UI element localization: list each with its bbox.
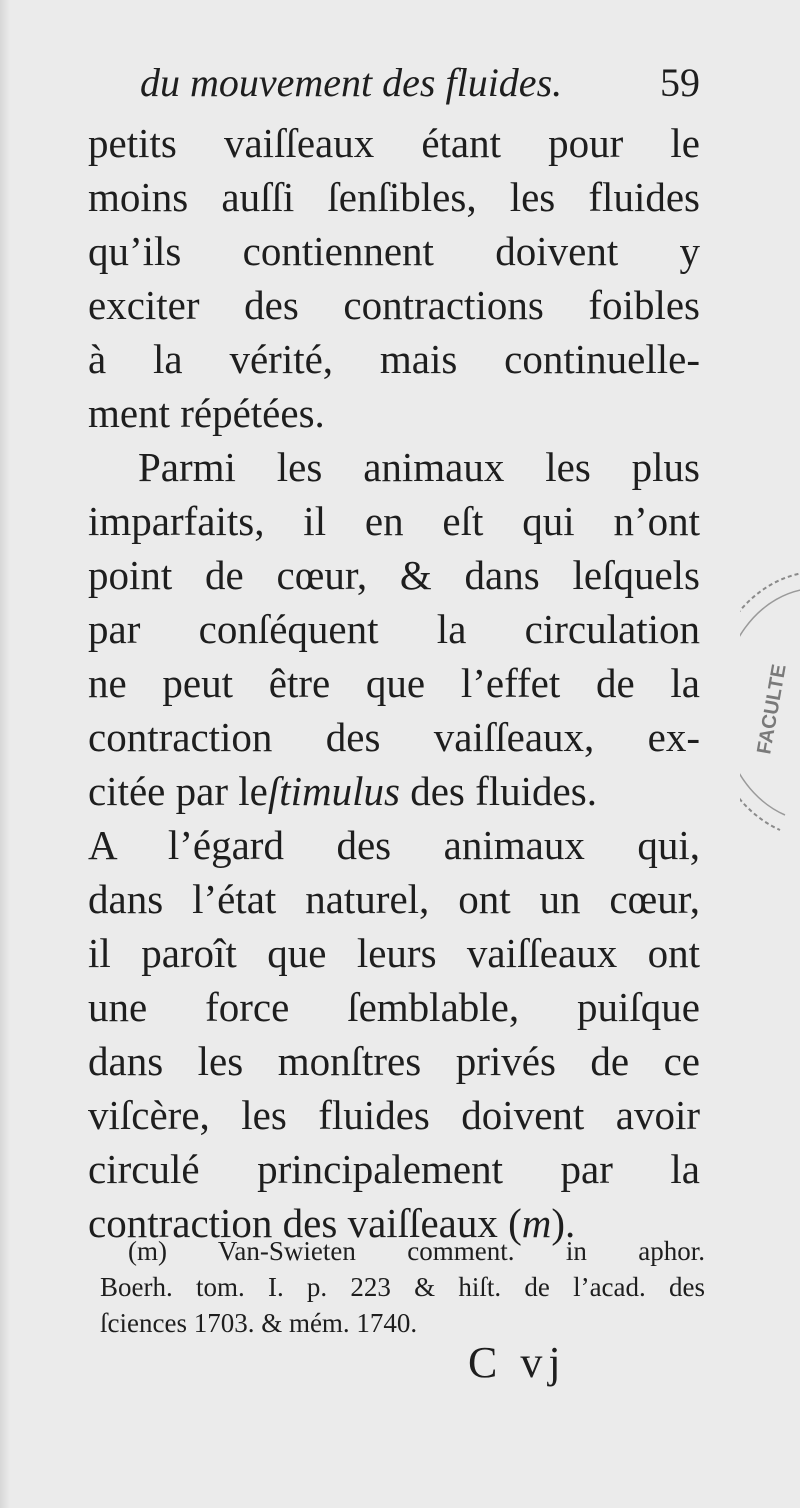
text-line: dans l’état naturel, ont un cœur, xyxy=(88,876,700,922)
footnote-line: ſciences 1703. & mém. 1740. xyxy=(100,1308,418,1338)
text-line: ment répétées. xyxy=(88,390,325,436)
text-line: contraction des vaiſſeaux, ex- xyxy=(88,714,700,760)
text-line: imparfaits, il en eſt qui n’ont xyxy=(88,498,700,544)
page-number: 59 xyxy=(660,60,700,105)
text-line: viſcère, les fluides doivent avoir xyxy=(88,1092,700,1138)
running-head-title: du mouvement des fluides. xyxy=(140,60,563,105)
italic-term: ſtimulus xyxy=(267,768,400,814)
text-line: qu’ils contiennent doivent y xyxy=(88,228,700,274)
text-line: exciter des contractions foibles xyxy=(88,282,700,328)
text-line: moins auſſi ſenſibles, les fluides xyxy=(88,174,700,220)
text-line: par conſéquent la circulation xyxy=(88,606,700,652)
signature-mark: C vj xyxy=(468,1338,567,1387)
footnote-line: Boerh. tom. I. p. 223 & hiſt. de l’acad. des xyxy=(100,1272,705,1302)
text-line: ne peut être que l’effet de la xyxy=(88,660,700,706)
text-run: citée par le xyxy=(88,768,268,814)
footnote-marker: m xyxy=(521,1200,552,1246)
text-line: Parmi les animaux les plus xyxy=(138,444,700,490)
text-line: circulé principalement par la xyxy=(88,1146,700,1192)
text-line: petits vaiſſeaux étant pour le xyxy=(88,120,700,166)
text-line: A l’égard des animaux qui, xyxy=(88,822,700,868)
library-stamp-icon xyxy=(740,560,800,860)
text-line: point de cœur, & dans leſquels xyxy=(88,552,700,598)
text-run: ). xyxy=(551,1200,576,1246)
text-line: une force ſemblable, puiſque xyxy=(88,984,700,1030)
footnote-line: (m) Van-Swieten comment. in aphor. xyxy=(128,1236,705,1266)
text-line: à la vérité, mais continuelle- xyxy=(88,336,700,382)
text-line: dans les monſtres privés de ce xyxy=(88,1038,700,1084)
text-run: des fluides. xyxy=(399,768,597,814)
text-line: il paroît que leurs vaiſſeaux ont xyxy=(88,930,700,976)
stamp-label: FACULTE xyxy=(753,662,791,756)
page-edge-shadow xyxy=(0,0,10,1508)
running-head xyxy=(140,58,700,108)
text-line-mixed xyxy=(88,764,700,818)
text-run: contraction des vaiſſeaux ( xyxy=(88,1200,522,1246)
